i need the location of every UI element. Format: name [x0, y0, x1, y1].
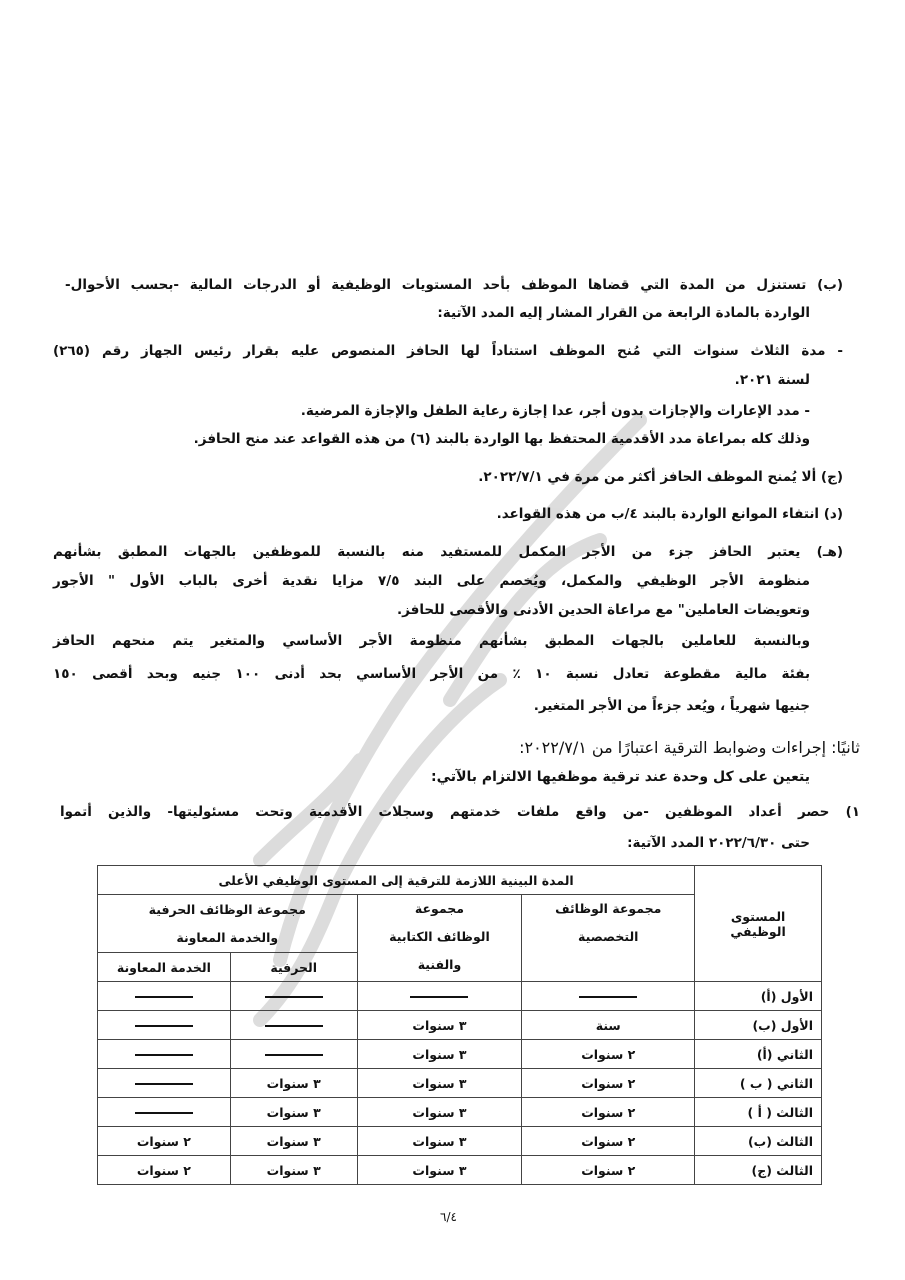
dash-mark: [265, 1025, 323, 1027]
table-row: [98, 1098, 822, 1127]
clause-e-line: منظومة الأجر الوظيفي والمكمل، ويُخصم على البند ٧/٥ مزايا نقدية أخرى بالباب الأول " الأجور: [53, 573, 810, 589]
dash-mark: [135, 1083, 193, 1085]
bullet-item: - مدة الثلاث سنوات التي مُنح الموظف استناداً لها الحافز المنصوص عليه بقرار رئيس الجهاز رقم (٢٦٥): [53, 343, 843, 359]
bullet-item: - مدد الإعارات والإجازات بدون أجر، عدا إجازة رعاية الطفل والإجازة المرضية.: [300, 403, 810, 419]
bullet-item: لسنة ٢٠٢١.: [734, 372, 810, 388]
level-cell: الثالث (ج): [695, 1156, 822, 1185]
empty-cell: [522, 982, 695, 1011]
empty-cell: [98, 1040, 231, 1069]
section-two-title: ثانيًا: إجراءات وضوابط الترقية اعتبارًا من ٢٠٢٢/٧/١:: [519, 738, 860, 757]
period-cell: ٣ سنوات: [357, 1040, 522, 1069]
table-row: [98, 1069, 822, 1098]
period-cell: ٢ سنوات: [522, 1098, 695, 1127]
dash-mark: [135, 1112, 193, 1114]
dash-mark: [135, 996, 193, 998]
empty-cell: [357, 982, 522, 1011]
empty-cell: [230, 1011, 357, 1040]
clause-c: (ج) ألا يُمنح الموظف الحافز أكثر من مرة في ٢٠٢٢/٧/١.: [478, 469, 843, 485]
level-header: المستوى الوظيفي: [695, 866, 822, 982]
level-cell: الثالث ( أ ): [695, 1098, 822, 1127]
clause-e-line: وتعويضات العاملين" مع مراعاة الحدين الأدنى والأقصى للحافز.: [396, 602, 810, 618]
clause-e2-line: وبالنسبة للعاملين بالجهات المطبق بشأنهم منظومة الأجر الأساسي والمتغير يتم منحهم الحافز: [53, 633, 810, 649]
level-cell: الثاني ( ب ): [695, 1069, 822, 1098]
clause-e-line: (هـ) يعتبر الحافز جزء من الأجر المكمل للمستفيد منه بالنسبة للموظفين بالجهات المطبق بشأنهم: [53, 544, 843, 560]
empty-cell: [98, 1098, 231, 1127]
span-header: المدة البينية اللازمة للترقية إلى المستوى الوظيفي الأعلى: [98, 866, 695, 895]
dash-mark: [135, 1025, 193, 1027]
empty-cell: [230, 1040, 357, 1069]
period-cell: ٢ سنوات: [522, 1040, 695, 1069]
period-cell: ٢ سنوات: [98, 1127, 231, 1156]
clause-b-line: (ب) تستنزل من المدة التي قضاها الموظف بأحد المستويات الوظيفية أو الدرجات المالية -بحسب الأحوال-: [65, 277, 843, 293]
subgroup-header: الحرفية: [230, 953, 357, 982]
group-header: مجموعة الوظائف التخصصية: [522, 895, 695, 982]
level-cell: الثالث (ب): [695, 1127, 822, 1156]
item-1-line: ١) حصر أعداد الموظفين -من واقع ملفات خدمتهم وسجلات الأقدمية وتحت مسئوليتها- والذين أتموا: [60, 804, 860, 820]
clause-b-line: الواردة بالمادة الرابعة من القرار المشار إليه المدد الآتية:: [437, 305, 810, 321]
empty-cell: [98, 1011, 231, 1040]
level-cell: الأول (ب): [695, 1011, 822, 1040]
level-cell: الأول (أ): [695, 982, 822, 1011]
empty-cell: [98, 982, 231, 1011]
period-cell: ٣ سنوات: [357, 1127, 522, 1156]
period-cell: ٣ سنوات: [230, 1156, 357, 1185]
dash-mark: [265, 1054, 323, 1056]
clause-d: (د) انتفاء الموانع الواردة بالبند ٤/ب من هذه القواعد.: [496, 506, 843, 522]
clause-e2-line: بفئة مالية مقطوعة تعادل نسبة ١٠ ٪ من الأجر الأساسي بحد أدنى ١٠٠ جنيه وبحد أقصى ١٥٠: [53, 666, 811, 682]
table-row: [98, 1011, 822, 1040]
promotion-period-table: [97, 865, 822, 1185]
period-cell: ٢ سنوات: [522, 1069, 695, 1098]
level-cell: الثاني (أ): [695, 1040, 822, 1069]
group-header: مجموعة الوظائف الحرفية والخدمة المعاونة: [98, 895, 358, 953]
period-cell: ٣ سنوات: [357, 1069, 522, 1098]
clause-e2-line: جنيها شهرياً ، ويُعد جزءاً من الأجر المتغير.: [533, 698, 810, 714]
period-cell: ٢ سنوات: [98, 1156, 231, 1185]
period-cell: ٢ سنوات: [522, 1127, 695, 1156]
dash-mark: [265, 996, 323, 998]
subgroup-header: الخدمة المعاونة: [98, 953, 231, 982]
group-header: مجموعة الوظائف الكتابية والفنية: [357, 895, 522, 982]
dash-mark: [135, 1054, 193, 1056]
period-cell: ٣ سنوات: [230, 1127, 357, 1156]
period-cell: سنة: [522, 1011, 695, 1040]
section-two-intro: يتعين على كل وحدة عند ترقية موظفيها الالتزام بالآتي:: [431, 769, 810, 785]
empty-cell: [230, 982, 357, 1011]
period-cell: ٣ سنوات: [357, 1156, 522, 1185]
clause-b-note: وذلك كله بمراعاة مدد الأقدمية المحتفظ بها الواردة بالبند (٦) من هذه القواعد عند منح الحافز.: [193, 431, 810, 447]
empty-cell: [98, 1069, 231, 1098]
table-row: [98, 1040, 822, 1069]
dash-mark: [579, 996, 637, 998]
item-1-line: حتى ٢٠٢٢/٦/٣٠ المدد الآتية:: [627, 835, 810, 851]
period-cell: ٣ سنوات: [230, 1098, 357, 1127]
period-cell: ٢ سنوات: [522, 1156, 695, 1185]
period-cell: ٣ سنوات: [230, 1069, 357, 1098]
dash-mark: [410, 996, 468, 998]
period-cell: ٣ سنوات: [357, 1098, 522, 1127]
table-row: [98, 1127, 822, 1156]
table-row: [98, 1156, 822, 1185]
page-number: ٦/٤: [440, 1210, 457, 1224]
table-row: [98, 982, 822, 1011]
period-cell: ٣ سنوات: [357, 1011, 522, 1040]
